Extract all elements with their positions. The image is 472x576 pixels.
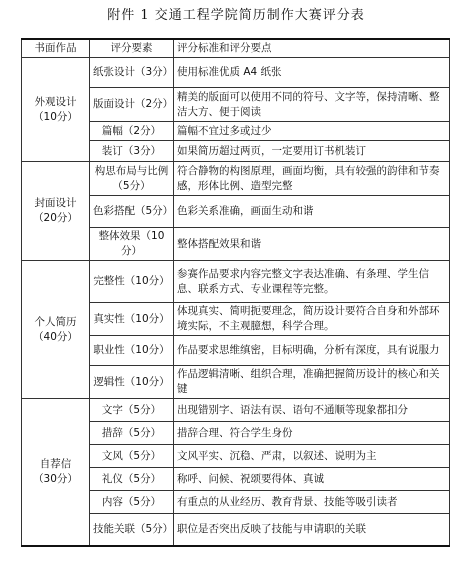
standard-cell: 作品要求思维缜密，目标明确，分析有深度，具有说服力 [174,336,450,366]
table-row [22,162,450,196]
item-cell: 真实性（10分） [90,303,174,336]
item-cell: 职业性（10分） [90,336,174,366]
category-cell [22,399,90,546]
category-cell [22,261,90,399]
item-cell: 礼仪（5分） [90,468,174,491]
standard-cell: 如果简历超过两页，一定要用订书机装订 [174,141,450,162]
standard-cell: 作品逻辑清晰、组织合理，准确把握简历设计的核心和关键 [174,366,450,399]
standard-cell: 色彩关系准确，画面生动和谐 [174,196,450,228]
standard-cell: 体现真实、简明扼要理念，简历设计要符合自身和外部环境实际，不主观臆想，科学合理。 [174,303,450,336]
table-row [22,261,450,303]
standard-cell: 称呼、问候、祝颂要得体、真诚 [174,468,450,491]
page-title: 附件 1 交通工程学院简历制作大赛评分表 [107,8,365,23]
item-cell: 整体效果（10分） [90,228,174,261]
item-cell: 篇幅（2分） [90,122,174,141]
item-cell: 色彩搭配（5分） [90,196,174,228]
category-cell [22,58,90,162]
category-score: （40分） [33,330,78,343]
standard-cell: 措辞合理、符合学生身份 [174,422,450,445]
standard-cell: 参赛作品要求内容完整文字表达准确、有条理、学生信息、联系方式、专业课程等完整。 [174,261,450,303]
standard-cell: 整体搭配效果和谐 [174,228,450,261]
item-cell: 内容（5分） [90,491,174,514]
item-cell: 措辞（5分） [90,422,174,445]
item-cell: 装订（3分） [90,141,174,162]
category-score: （10分） [33,110,78,123]
category-cell [22,162,90,261]
standard-cell: 职位是否突出反映了技能与申请职的关联 [174,514,450,546]
standard-cell: 有重点的从业经历、教育背景、技能等吸引读者 [174,491,450,514]
category-name: 外观设计 [34,95,77,108]
item-cell: 纸张设计（3分） [90,58,174,88]
standard-cell: 符合静物的构图原理，画面均衡，具有较强的韵律和节奏感，形体比例、造型完整 [174,162,450,196]
category-name: 自荐信 [39,457,72,470]
category-name: 封面设计 [34,197,77,209]
item-cell: 逻辑性（10分） [90,366,174,399]
table-header-row [22,39,450,58]
header-standard: 评分标准和评分要点 [174,39,450,58]
table-row [22,399,450,422]
standard-cell: 出现错别字、语法有误、语句不通顺等现象都扣分 [174,399,450,422]
item-cell: 版面设计（2分） [90,88,174,122]
standard-cell: 文风平实、沉稳、严肃，以叙述、说明为主 [174,445,450,468]
header-item: 评分要素 [90,39,174,58]
item-cell: 文字（5分） [90,399,174,422]
standard-cell: 精美的版面可以使用不同的符号、文字等，保持清晰、整洁大方、便于阅读 [174,88,450,122]
category-score: （20分） [33,212,78,224]
scoring-table [21,38,450,547]
item-cell: 技能关联（5分） [90,514,174,546]
header-category: 书面作品 [22,39,90,58]
item-cell: 完整性（10分） [90,261,174,303]
category-name: 个人简历 [34,315,77,328]
table-row [22,58,450,88]
category-score: （30分） [33,472,78,485]
item-cell: 文风（5分） [90,445,174,468]
item-cell: 构思布局与比例（5分） [90,162,174,196]
standard-cell: 篇幅不宜过多或过少 [174,122,450,141]
standard-cell: 使用标准优质 A4 纸张 [174,58,450,88]
